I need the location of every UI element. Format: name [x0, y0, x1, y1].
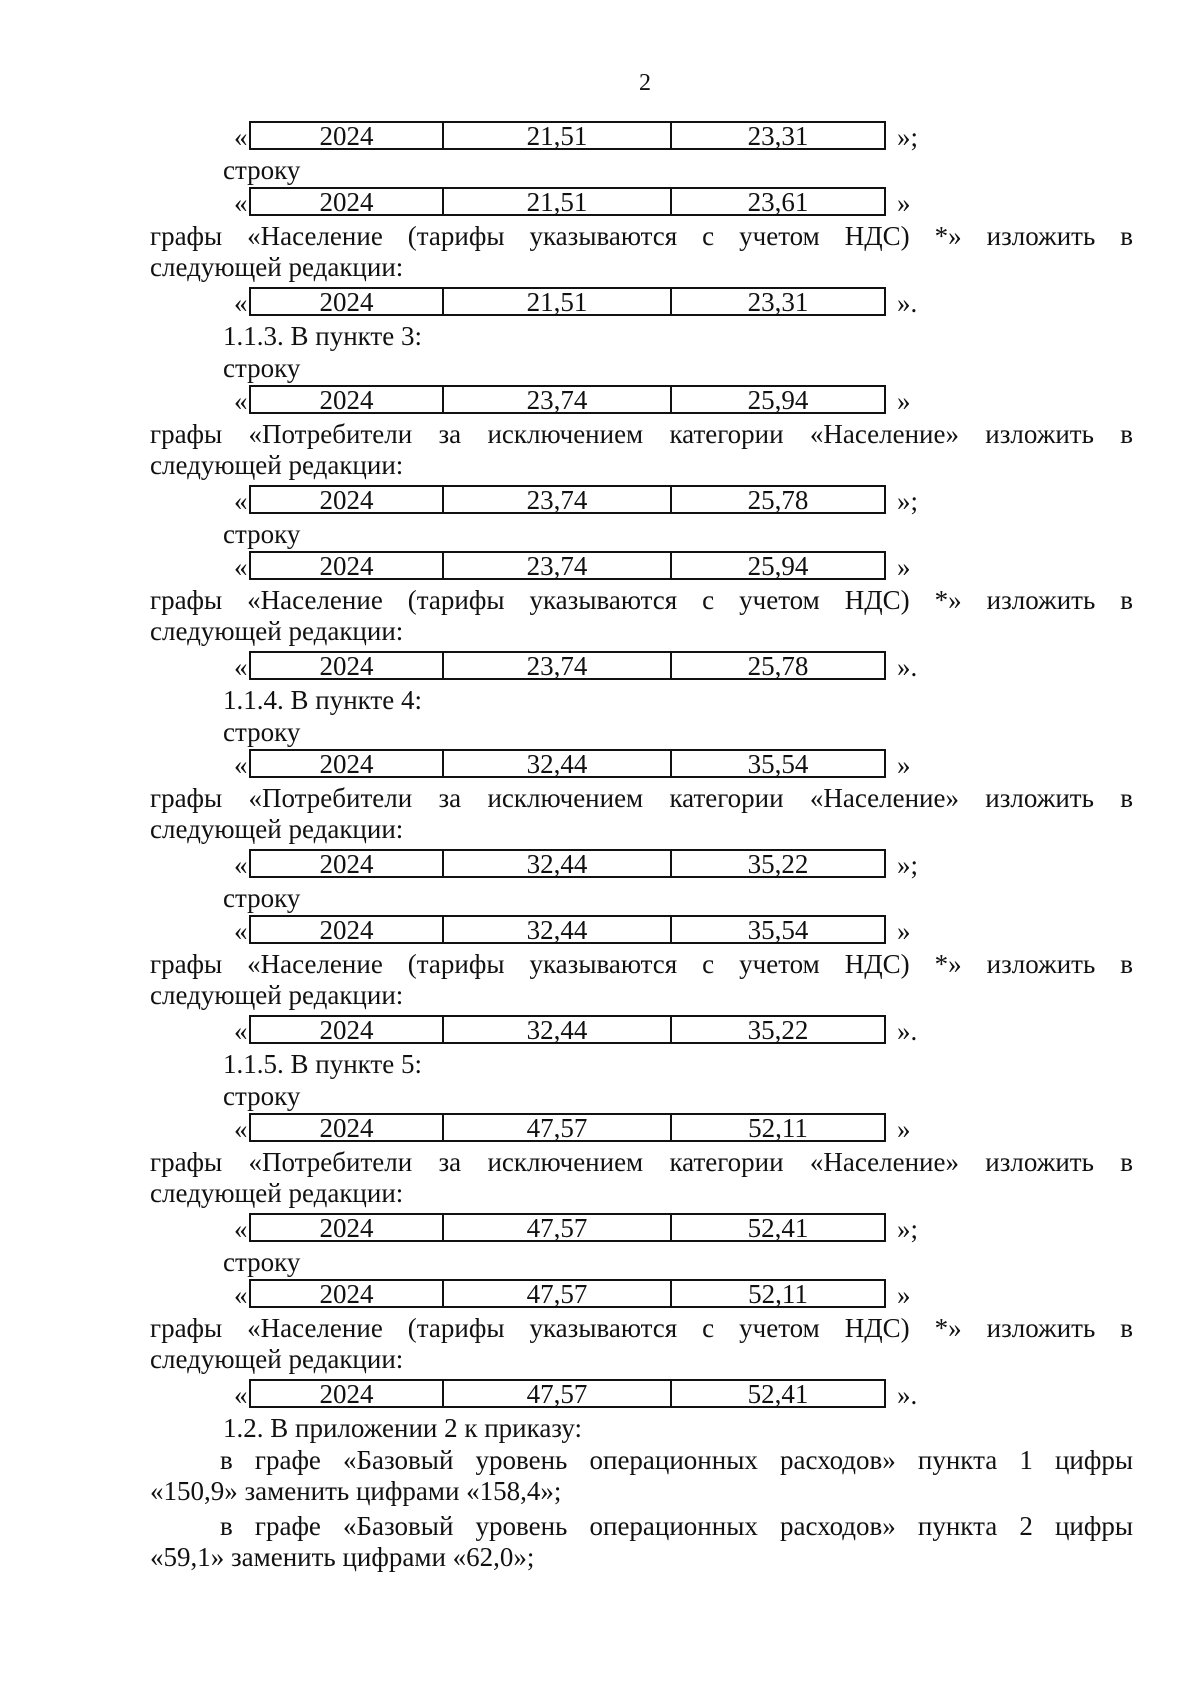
value-cell-2: 23,61: [747, 187, 809, 217]
open-quote: «: [234, 652, 248, 682]
row-label: строку: [223, 1081, 301, 1111]
tariff-table: [249, 287, 886, 316]
value-cell-1: 47,57: [444, 1381, 672, 1406]
tariff-table: [249, 651, 886, 680]
paragraph-line: «59,1» заменить цифрами «62,0»;: [150, 1542, 535, 1572]
tariff-row: [150, 485, 1133, 519]
close-quote: »;: [897, 122, 919, 152]
year-cell: 2024: [251, 1381, 444, 1406]
tariff-row: [150, 187, 1133, 221]
year-cell: 2024: [251, 553, 444, 578]
close-quote: ».: [897, 1380, 918, 1410]
tariff-row: [150, 849, 1133, 883]
paragraph-line: графы «Население (тарифы указываются с учетом НДС) *» изложить в: [150, 585, 1133, 615]
tariff-table: [249, 1015, 886, 1044]
close-quote: »;: [897, 1214, 919, 1244]
paragraph: [150, 1147, 1133, 1211]
row-label: строку: [223, 1247, 301, 1277]
close-quote: »: [897, 552, 911, 582]
value-cell-1: 32,44: [444, 917, 672, 942]
open-quote: «: [234, 188, 248, 218]
value-cell-2: 25,94: [747, 385, 809, 415]
close-quote: ».: [897, 652, 918, 682]
paragraph-line: графы «Потребители за исключением категории «Население» изложить в: [150, 419, 1133, 449]
page-number: 2: [639, 70, 651, 96]
open-quote: «: [234, 1380, 248, 1410]
year-cell: 2024: [251, 751, 444, 776]
paragraph-line: графы «Население (тарифы указываются с учетом НДС) *» изложить в: [150, 949, 1133, 979]
value-cell-1: 47,57: [444, 1281, 672, 1306]
paragraph-line: следующей редакции:: [150, 616, 404, 646]
tariff-table: [249, 385, 886, 414]
value-cell-2: 52,11: [748, 1279, 808, 1309]
paragraph-line: в графе «Базовый уровень операционных расходов» пункта 2 цифры: [220, 1511, 1133, 1541]
clause-heading: 1.1.5. В пункте 5:: [223, 1049, 422, 1079]
value-cell-2: 25,78: [747, 651, 809, 681]
paragraph-line: следующей редакции:: [150, 1344, 404, 1374]
tariff-row: [150, 551, 1133, 585]
tariff-row: [150, 1015, 1133, 1049]
value-cell-2: 52,41: [747, 1213, 809, 1243]
value-cell-1: 21,51: [444, 189, 672, 214]
paragraph-line: следующей редакции:: [150, 1178, 404, 1208]
tariff-row: [150, 1379, 1133, 1413]
value-cell-2: 23,31: [747, 287, 809, 317]
year-cell: 2024: [251, 1281, 444, 1306]
value-cell-2: 52,41: [747, 1379, 809, 1409]
year-cell: 2024: [251, 1017, 444, 1042]
tariff-table: [249, 121, 886, 150]
year-cell: 2024: [251, 851, 444, 876]
paragraph: [150, 949, 1133, 1013]
open-quote: «: [234, 386, 248, 416]
tariff-table: [249, 187, 886, 216]
close-quote: »: [897, 386, 911, 416]
value-cell-1: 32,44: [444, 1017, 672, 1042]
value-cell-2: 35,22: [747, 849, 809, 879]
value-cell-1: 23,74: [444, 387, 672, 412]
clause-heading: 1.1.3. В пункте 3:: [223, 321, 422, 351]
paragraph: [150, 1445, 1133, 1511]
open-quote: «: [234, 288, 248, 318]
value-cell-1: 32,44: [444, 851, 672, 876]
value-cell-2: 25,94: [747, 551, 809, 581]
close-quote: ».: [897, 288, 918, 318]
tariff-table: [249, 551, 886, 580]
tariff-row: [150, 915, 1133, 949]
value-cell-1: 32,44: [444, 751, 672, 776]
year-cell: 2024: [251, 1215, 444, 1240]
close-quote: »: [897, 1280, 911, 1310]
tariff-row: [150, 121, 1133, 155]
value-cell-2: 35,54: [747, 749, 809, 779]
year-cell: 2024: [251, 653, 444, 678]
paragraph: [150, 783, 1133, 847]
value-cell-2: 35,54: [747, 915, 809, 945]
year-cell: 2024: [251, 123, 444, 148]
open-quote: «: [234, 1016, 248, 1046]
paragraph-line: графы «Население (тарифы указываются с учетом НДС) *» изложить в: [150, 221, 1133, 251]
tariff-table: [249, 1213, 886, 1242]
value-cell-2: 52,11: [748, 1113, 808, 1143]
paragraph-line: «150,9» заменить цифрами «158,4»;: [150, 1476, 562, 1506]
tariff-table: [249, 915, 886, 944]
row-label: строку: [223, 353, 301, 383]
tariff-table: [249, 749, 886, 778]
paragraph: [150, 1511, 1133, 1577]
paragraph: [150, 1313, 1133, 1377]
value-cell-1: 21,51: [444, 123, 672, 148]
clause-heading: 1.1.4. В пункте 4:: [223, 685, 422, 715]
tariff-row: [150, 385, 1133, 419]
paragraph-line: графы «Население (тарифы указываются с учетом НДС) *» изложить в: [150, 1313, 1133, 1343]
open-quote: «: [234, 916, 248, 946]
tariff-table: [249, 1379, 886, 1408]
paragraph-line: графы «Потребители за исключением категории «Население» изложить в: [150, 783, 1133, 813]
close-quote: »: [897, 1114, 911, 1144]
value-cell-1: 23,74: [444, 653, 672, 678]
document-body: [150, 121, 1133, 1577]
row-label: строку: [223, 519, 301, 549]
open-quote: «: [234, 122, 248, 152]
paragraph-line: следующей редакции:: [150, 252, 404, 282]
value-cell-2: 35,22: [747, 1015, 809, 1045]
year-cell: 2024: [251, 189, 444, 214]
year-cell: 2024: [251, 387, 444, 412]
year-cell: 2024: [251, 1115, 444, 1140]
tariff-table: [249, 849, 886, 878]
tariff-row: [150, 1113, 1133, 1147]
paragraph-line: следующей редакции:: [150, 980, 404, 1010]
tariff-row: [150, 287, 1133, 321]
open-quote: «: [234, 486, 248, 516]
open-quote: «: [234, 1114, 248, 1144]
tariff-row: [150, 1213, 1133, 1247]
row-label: строку: [223, 155, 301, 185]
paragraph: [150, 419, 1133, 483]
tariff-row: [150, 1279, 1133, 1313]
paragraph-line: графы «Потребители за исключением категории «Население» изложить в: [150, 1147, 1133, 1177]
close-quote: »: [897, 916, 911, 946]
paragraph: [150, 221, 1133, 285]
open-quote: «: [234, 850, 248, 880]
close-quote: »: [897, 188, 911, 218]
paragraph-line: следующей редакции:: [150, 814, 404, 844]
value-cell-1: 23,74: [444, 487, 672, 512]
tariff-table: [249, 1113, 886, 1142]
close-quote: »;: [897, 850, 919, 880]
open-quote: «: [234, 552, 248, 582]
close-quote: »: [897, 750, 911, 780]
clause-heading: 1.2. В приложении 2 к приказу:: [223, 1413, 583, 1443]
paragraph: [150, 585, 1133, 649]
open-quote: «: [234, 750, 248, 780]
open-quote: «: [234, 1214, 248, 1244]
row-label: строку: [223, 883, 301, 913]
year-cell: 2024: [251, 487, 444, 512]
close-quote: ».: [897, 1016, 918, 1046]
value-cell-2: 25,78: [747, 485, 809, 515]
paragraph-line: в графе «Базовый уровень операционных расходов» пункта 1 цифры: [220, 1445, 1133, 1475]
open-quote: «: [234, 1280, 248, 1310]
year-cell: 2024: [251, 289, 444, 314]
value-cell-1: 47,57: [444, 1215, 672, 1240]
close-quote: »;: [897, 486, 919, 516]
tariff-table: [249, 485, 886, 514]
value-cell-1: 21,51: [444, 289, 672, 314]
year-cell: 2024: [251, 917, 444, 942]
tariff-row: [150, 749, 1133, 783]
value-cell-1: 47,57: [444, 1115, 672, 1140]
value-cell-1: 23,74: [444, 553, 672, 578]
tariff-row: [150, 651, 1133, 685]
paragraph-line: следующей редакции:: [150, 450, 404, 480]
row-label: строку: [223, 717, 301, 747]
value-cell-2: 23,31: [747, 121, 809, 151]
tariff-table: [249, 1279, 886, 1308]
